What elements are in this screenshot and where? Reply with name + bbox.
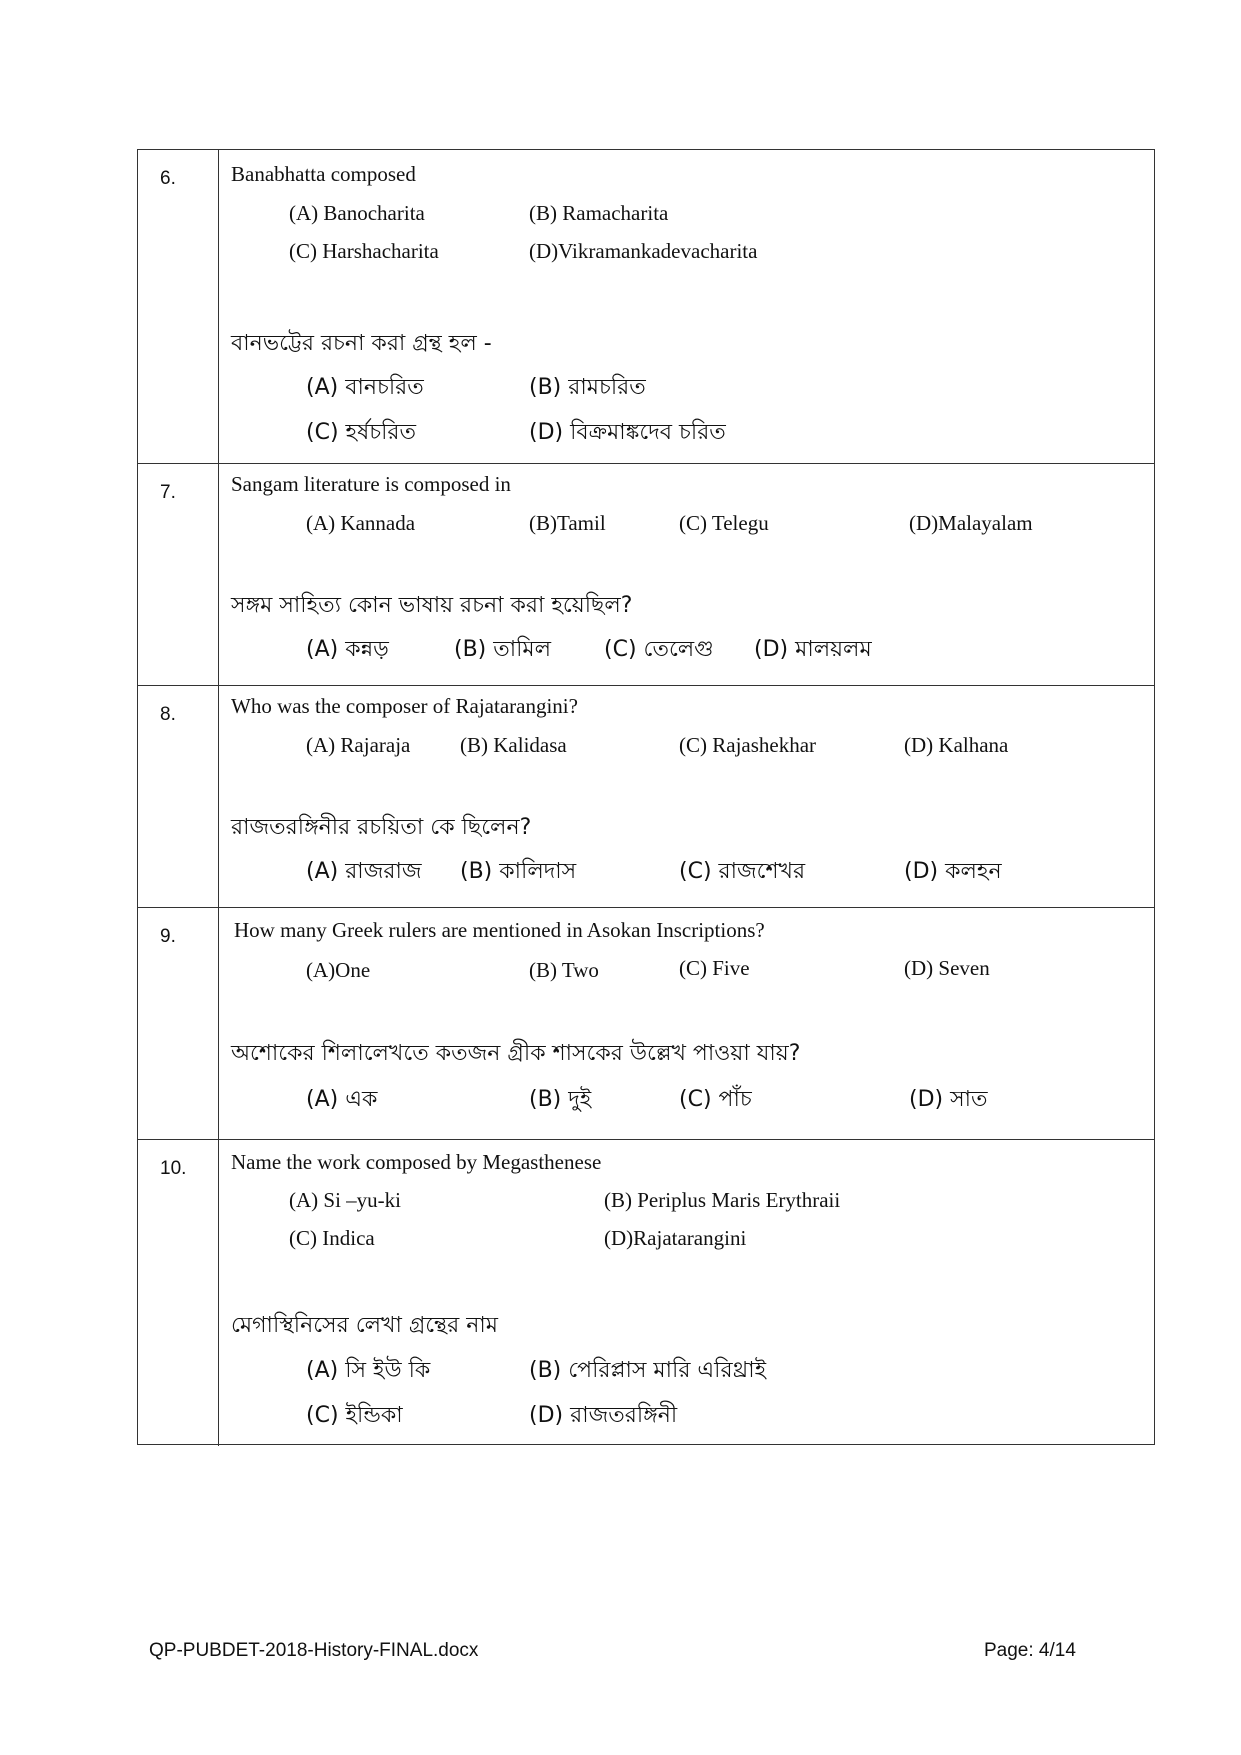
option-d-en: (D) Seven: [904, 956, 990, 980]
option-b-bn: (B) কালিদাস: [460, 859, 577, 884]
option-d-en: (D)Rajatarangini: [604, 1226, 747, 1250]
option-a-bn: (A) সি ইউ কি: [306, 1358, 431, 1383]
question-text-bn: অশোকের শিলালেখতে কতজন গ্রীক শাসকের উল্লেখ পাওয়া যায়?: [231, 1041, 801, 1066]
option-a-bn: (A) রাজরাজ: [306, 859, 422, 884]
option-c-bn: (C) পাঁচ: [679, 1087, 752, 1112]
question-row: [138, 1140, 1154, 1446]
question-text-en: Who was the composer of Rajatarangini?: [231, 694, 578, 718]
question-number: 6.: [138, 150, 219, 463]
option-b-en: (B) Kalidasa: [460, 733, 567, 757]
option-b-en: (B)Tamil: [529, 511, 606, 535]
option-c-bn: (C) তেলেগু: [604, 637, 714, 662]
option-d-bn: (D) বিক্রমাঙ্কদেব চরিত: [529, 420, 726, 445]
option-d-bn: (D) কলহন: [904, 859, 1002, 884]
option-b-bn: (B) রামচরিত: [529, 375, 646, 400]
option-b-en: (B) Ramacharita: [529, 201, 669, 225]
footer-filename: QP-PUBDET-2018-History-FINAL.docx: [149, 1640, 479, 1661]
question-row: [138, 464, 1154, 686]
option-d-bn: (D) মালয়লম: [754, 637, 872, 662]
footer-page-number: Page: 4/14: [984, 1640, 1076, 1661]
question-table: [137, 149, 1155, 1445]
option-a-en: (A) Si –yu-ki: [289, 1188, 401, 1212]
option-a-en: (A)One: [306, 958, 371, 982]
option-b-bn: (B) দুই: [529, 1087, 592, 1112]
option-a-bn: (A) বানচরিত: [306, 375, 424, 400]
question-content: [219, 908, 1154, 1139]
option-c-bn: (C) রাজশেখর: [679, 859, 806, 884]
option-c-en: (C) Indica: [289, 1226, 375, 1250]
question-text-bn: বানভট্টের রচনা করা গ্রন্থ হল -: [231, 331, 492, 356]
option-b-bn: (B) তামিল: [454, 637, 552, 662]
option-b-en: (B) Periplus Maris Erythraii: [604, 1188, 841, 1212]
question-row: [138, 686, 1154, 908]
question-number: 9.: [138, 908, 219, 1139]
option-c-bn: (C) হর্ষচরিত: [306, 420, 416, 445]
option-c-bn: (C) ইন্ডিকা: [306, 1403, 403, 1428]
option-d-en: (D) Kalhana: [904, 733, 1009, 757]
question-content: [219, 150, 1154, 463]
question-number: 10.: [138, 1140, 219, 1446]
question-text-en: Name the work composed by Megasthenese: [231, 1150, 602, 1174]
option-c-en: (C) Telegu: [679, 511, 769, 535]
question-number: 7.: [138, 464, 219, 685]
option-b-en: (B) Two: [529, 958, 599, 982]
question-content: [219, 1140, 1154, 1446]
option-d-bn: (D) সাত: [909, 1087, 988, 1112]
option-b-bn: (B) পেরিপ্লাস মারি এরিথ্রাই: [529, 1358, 767, 1383]
question-text-bn: মেগাস্থিনিসের লেখা গ্রন্থের নাম: [231, 1313, 498, 1338]
question-number: 8.: [138, 686, 219, 907]
option-a-bn: (A) কন্নড়: [306, 637, 389, 662]
question-text-en: How many Greek rulers are mentioned in Asokan Inscriptions?: [234, 918, 765, 942]
question-text-en: Sangam literature is composed in: [231, 472, 511, 496]
option-a-en: (A) Kannada: [306, 511, 416, 535]
option-a-bn: (A) এক: [306, 1087, 378, 1112]
question-content: [219, 686, 1154, 907]
question-text-bn: সঙ্গম সাহিত্য কোন ভাষায় রচনা করা হয়েছিল?: [231, 593, 633, 618]
option-c-en: (C) Rajashekhar: [679, 733, 817, 757]
option-a-en: (A) Banocharita: [289, 201, 425, 225]
option-a-en: (A) Rajaraja: [306, 733, 411, 757]
option-c-en: (C) Five: [679, 956, 750, 980]
question-content: [219, 464, 1154, 685]
option-d-en: (D)Malayalam: [909, 511, 1033, 535]
option-c-en: (C) Harshacharita: [289, 239, 439, 263]
question-row: [138, 908, 1154, 1140]
question-text-bn: রাজতরঙ্গিনীর রচয়িতা কে ছিলেন?: [231, 815, 532, 840]
question-text-en: Banabhatta composed: [231, 162, 416, 186]
question-row: [138, 150, 1154, 464]
option-d-en: (D)Vikramankadevacharita: [529, 239, 758, 263]
option-d-bn: (D) রাজতরঙ্গিনী: [529, 1403, 678, 1428]
